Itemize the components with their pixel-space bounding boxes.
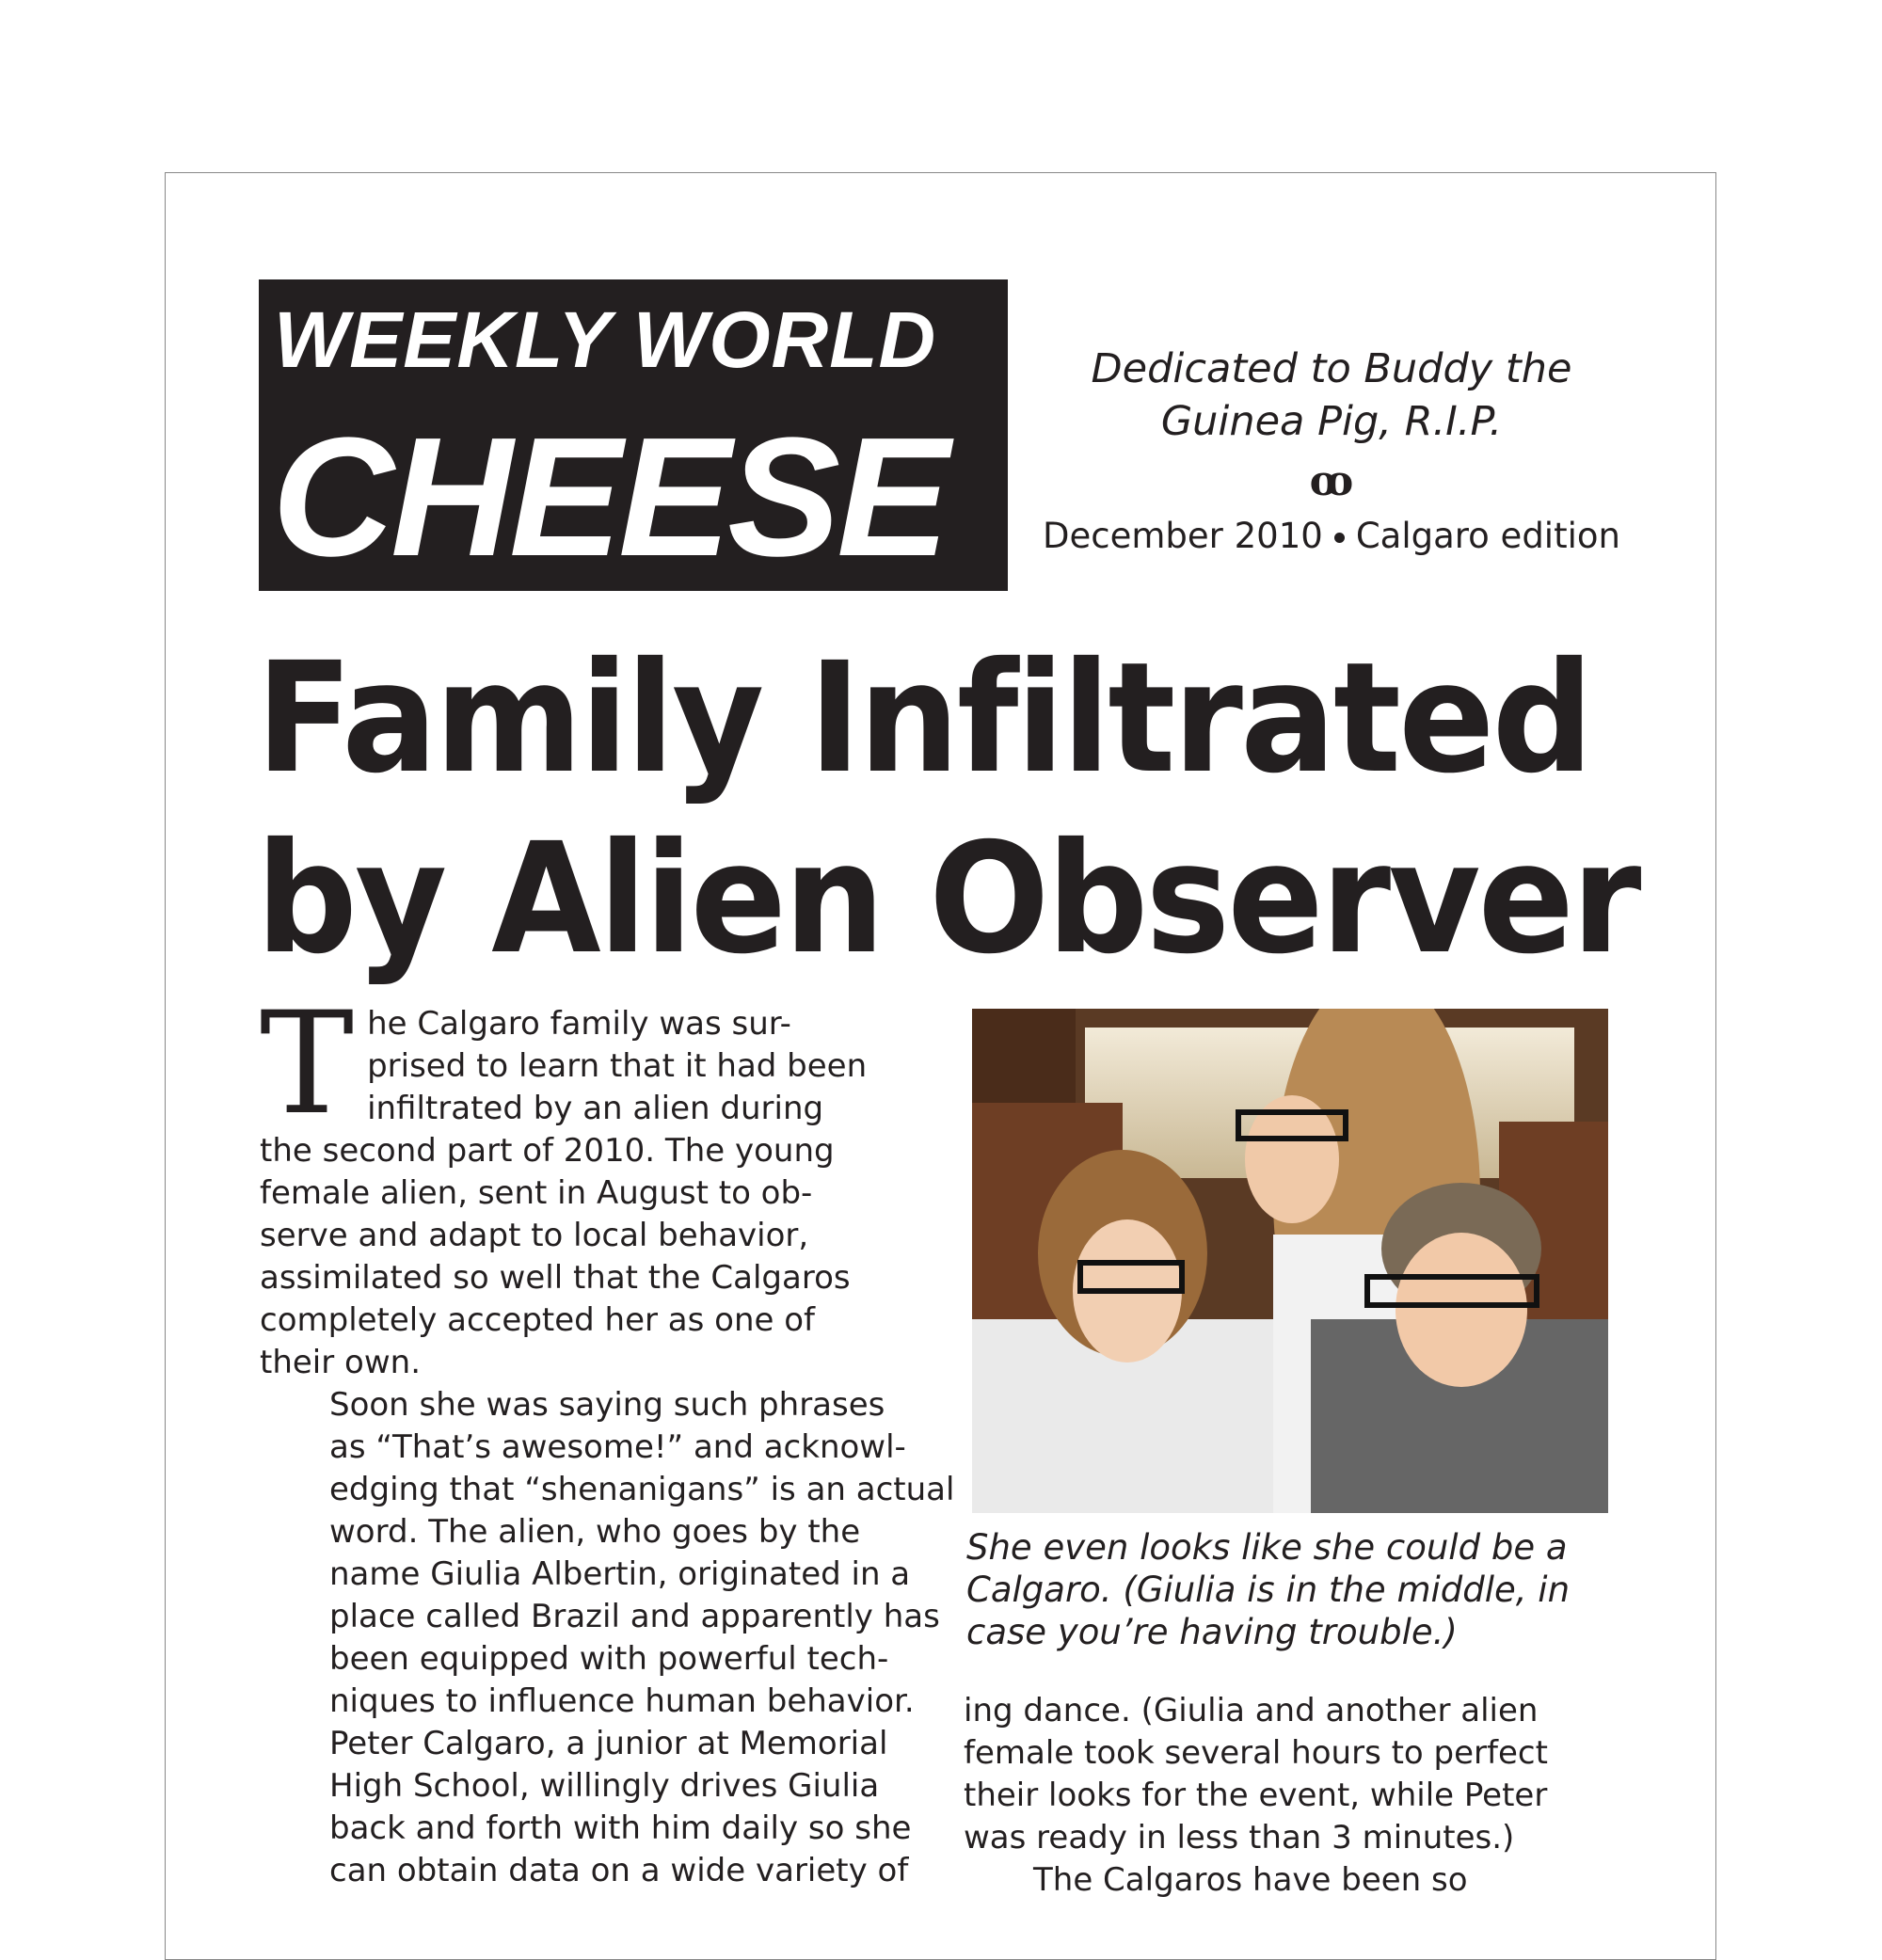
article-line: completely accepted her as one of bbox=[260, 1301, 816, 1339]
dedication-line-1: Dedicated to Buddy the bbox=[1091, 345, 1572, 392]
dedication bbox=[1026, 343, 1637, 448]
photo-caption bbox=[966, 1526, 1625, 1653]
article-line: edging that “shenanigans” is an actual bbox=[329, 1471, 955, 1508]
article-paragraph bbox=[260, 1384, 955, 1892]
ornament-icon: ꝏ bbox=[1309, 457, 1354, 505]
masthead-logo bbox=[259, 279, 1008, 591]
article-line: can obtain data on a wide variety of bbox=[329, 1852, 909, 1889]
headline bbox=[256, 629, 1639, 990]
family-photo bbox=[972, 1009, 1608, 1513]
article-line: ing dance. (Giulia and another alien bbox=[964, 1692, 1539, 1729]
article-line: assimilated so well that the Calgaros bbox=[260, 1259, 851, 1297]
masthead-cheese: CHEESE bbox=[272, 403, 947, 591]
article-line: niques to influence human behavior. bbox=[329, 1682, 915, 1720]
article-line: prised to learn that it had been bbox=[367, 1047, 868, 1085]
article-line: female took several hours to perfect bbox=[964, 1734, 1548, 1772]
caption-line: Calgaro. (Giulia is in the middle, in bbox=[966, 1570, 1571, 1610]
article-line: was ready in less than 3 minutes.) bbox=[964, 1819, 1515, 1856]
article-line: their looks for the event, while Peter bbox=[964, 1777, 1548, 1814]
article-line: been equipped with powerful tech- bbox=[329, 1640, 889, 1678]
article-line: name Giulia Albertin, originated in a bbox=[329, 1555, 911, 1593]
article-paragraph bbox=[964, 1859, 1622, 1902]
edition-name: Calgaro edition bbox=[1355, 516, 1620, 556]
article-line: infiltrated by an alien during bbox=[367, 1090, 824, 1127]
headline-line-2: by Alien Observer bbox=[256, 811, 1639, 988]
dedication-line-2: Guinea Pig, R.I.P. bbox=[1160, 398, 1503, 445]
article-paragraph bbox=[260, 982, 947, 1384]
article-line: back and forth with him daily so she bbox=[329, 1809, 912, 1847]
article-line: word. The alien, who goes by the bbox=[329, 1513, 861, 1551]
article-right-column bbox=[964, 1690, 1622, 1902]
article-line: Soon she was saying such phrases bbox=[329, 1386, 885, 1424]
article-line: he Calgaro family was sur- bbox=[367, 1005, 791, 1043]
article-left-column bbox=[260, 982, 955, 1892]
article-line: their own. bbox=[260, 1344, 421, 1381]
issue-date: December 2010 bbox=[1043, 516, 1323, 556]
bullet-icon bbox=[1334, 533, 1345, 543]
article-line: place called Brazil and apparently has bbox=[329, 1598, 940, 1635]
article-line: as “That’s awesome!” and acknowl- bbox=[329, 1428, 906, 1466]
article-line: the second part of 2010. The young bbox=[260, 1132, 835, 1170]
dateline bbox=[1007, 516, 1656, 556]
caption-line: case you’re having trouble.) bbox=[966, 1612, 1458, 1652]
article-paragraph bbox=[964, 1690, 1622, 1859]
article-line: Peter Calgaro, a junior at Memorial bbox=[329, 1725, 888, 1762]
photo-illustration bbox=[972, 1009, 1608, 1513]
caption-line: She even looks like she could be a bbox=[966, 1527, 1568, 1568]
article-line: serve and adapt to local behavior, bbox=[260, 1217, 809, 1254]
drop-cap: T bbox=[260, 982, 355, 1146]
article-line: female alien, sent in August to ob- bbox=[260, 1174, 813, 1212]
article-line: High School, willingly drives Giulia bbox=[329, 1767, 880, 1805]
article-line: The Calgaros have been so bbox=[1033, 1861, 1468, 1899]
headline-line-1: Family Infiltrated bbox=[256, 630, 1591, 807]
masthead-weekly-world: WEEKLY WORLD bbox=[274, 295, 937, 384]
